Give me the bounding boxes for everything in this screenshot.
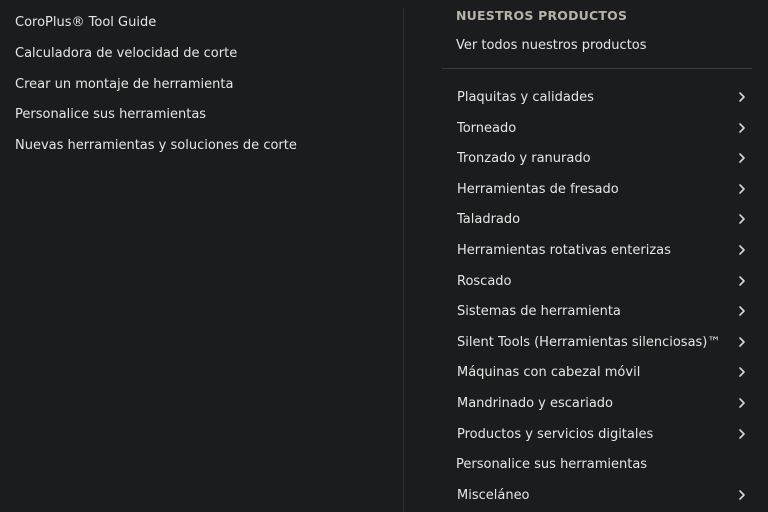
category-item-tronzado-y-ranurado[interactable] [442, 148, 752, 170]
category-label: Personalice sus herramientas [456, 457, 648, 472]
category-item-taladrado[interactable] [442, 209, 752, 231]
category-item-maquinas-con-cabezal-movil[interactable] [442, 362, 752, 384]
link-calculadora-velocidad-corte[interactable]: Calculadora de velocidad de corte [15, 46, 238, 61]
category-label: Silent Tools (Herramientas silenciosas)™ [457, 335, 721, 350]
category-label: Sistemas de herramienta [457, 304, 621, 319]
category-label: Torneado [457, 121, 517, 136]
chevron-right-icon [737, 152, 747, 164]
category-item-sistemas-de-herramienta[interactable] [442, 301, 752, 323]
category-label: Plaquitas y calidades [457, 90, 594, 105]
category-item-torneado[interactable] [442, 118, 752, 140]
chevron-right-icon [737, 366, 747, 378]
products-section-title: NUESTROS PRODUCTOS [456, 8, 628, 23]
chevron-right-icon [737, 183, 747, 195]
category-item-plaquitas-y-calidades[interactable] [442, 87, 752, 109]
column-divider [403, 8, 404, 512]
products-divider [442, 68, 752, 69]
category-label: Misceláneo [457, 488, 530, 503]
category-item-roscado[interactable] [442, 271, 752, 293]
chevron-right-icon [737, 336, 747, 348]
link-coroplus-tool-guide[interactable]: CoroPlus® Tool Guide [15, 15, 157, 30]
chevron-right-icon [737, 397, 747, 409]
category-item-productos-y-servicios-digitales[interactable] [442, 424, 752, 446]
category-label: Productos y servicios digitales [457, 427, 654, 442]
category-label: Herramientas rotativas enterizas [457, 243, 671, 258]
category-label: Tronzado y ranurado [457, 151, 591, 166]
link-crear-montaje-herramienta[interactable]: Crear un montaje de herramienta [15, 77, 234, 92]
category-label: Taladrado [457, 212, 521, 227]
category-item-personalice-sus-herramientas[interactable] [442, 454, 752, 476]
category-item-miscelaneo[interactable] [442, 485, 752, 507]
category-label: Roscado [457, 274, 512, 289]
link-personalice-herramientas[interactable]: Personalice sus herramientas [15, 107, 207, 122]
category-item-silent-tools-herramientas-silenciosas[interactable] [442, 332, 752, 354]
chevron-right-icon [737, 213, 747, 225]
category-item-herramientas-rotativas-enterizas[interactable] [442, 240, 752, 262]
category-item-mandrinado-y-escariado[interactable] [442, 393, 752, 415]
chevron-right-icon [737, 244, 747, 256]
chevron-right-icon [737, 428, 747, 440]
chevron-right-icon [737, 305, 747, 317]
category-item-herramientas-de-fresado[interactable] [442, 179, 752, 201]
chevron-right-icon [737, 122, 747, 134]
chevron-right-icon [737, 489, 747, 501]
category-label: Mandrinado y escariado [457, 396, 614, 411]
view-all-products-link[interactable]: Ver todos nuestros productos [456, 38, 647, 53]
category-label: Herramientas de fresado [457, 182, 619, 197]
chevron-right-icon [737, 91, 747, 103]
category-label: Máquinas con cabezal móvil [457, 365, 641, 380]
chevron-right-icon [737, 275, 747, 287]
link-nuevas-herramientas[interactable]: Nuevas herramientas y soluciones de corte [15, 138, 297, 153]
